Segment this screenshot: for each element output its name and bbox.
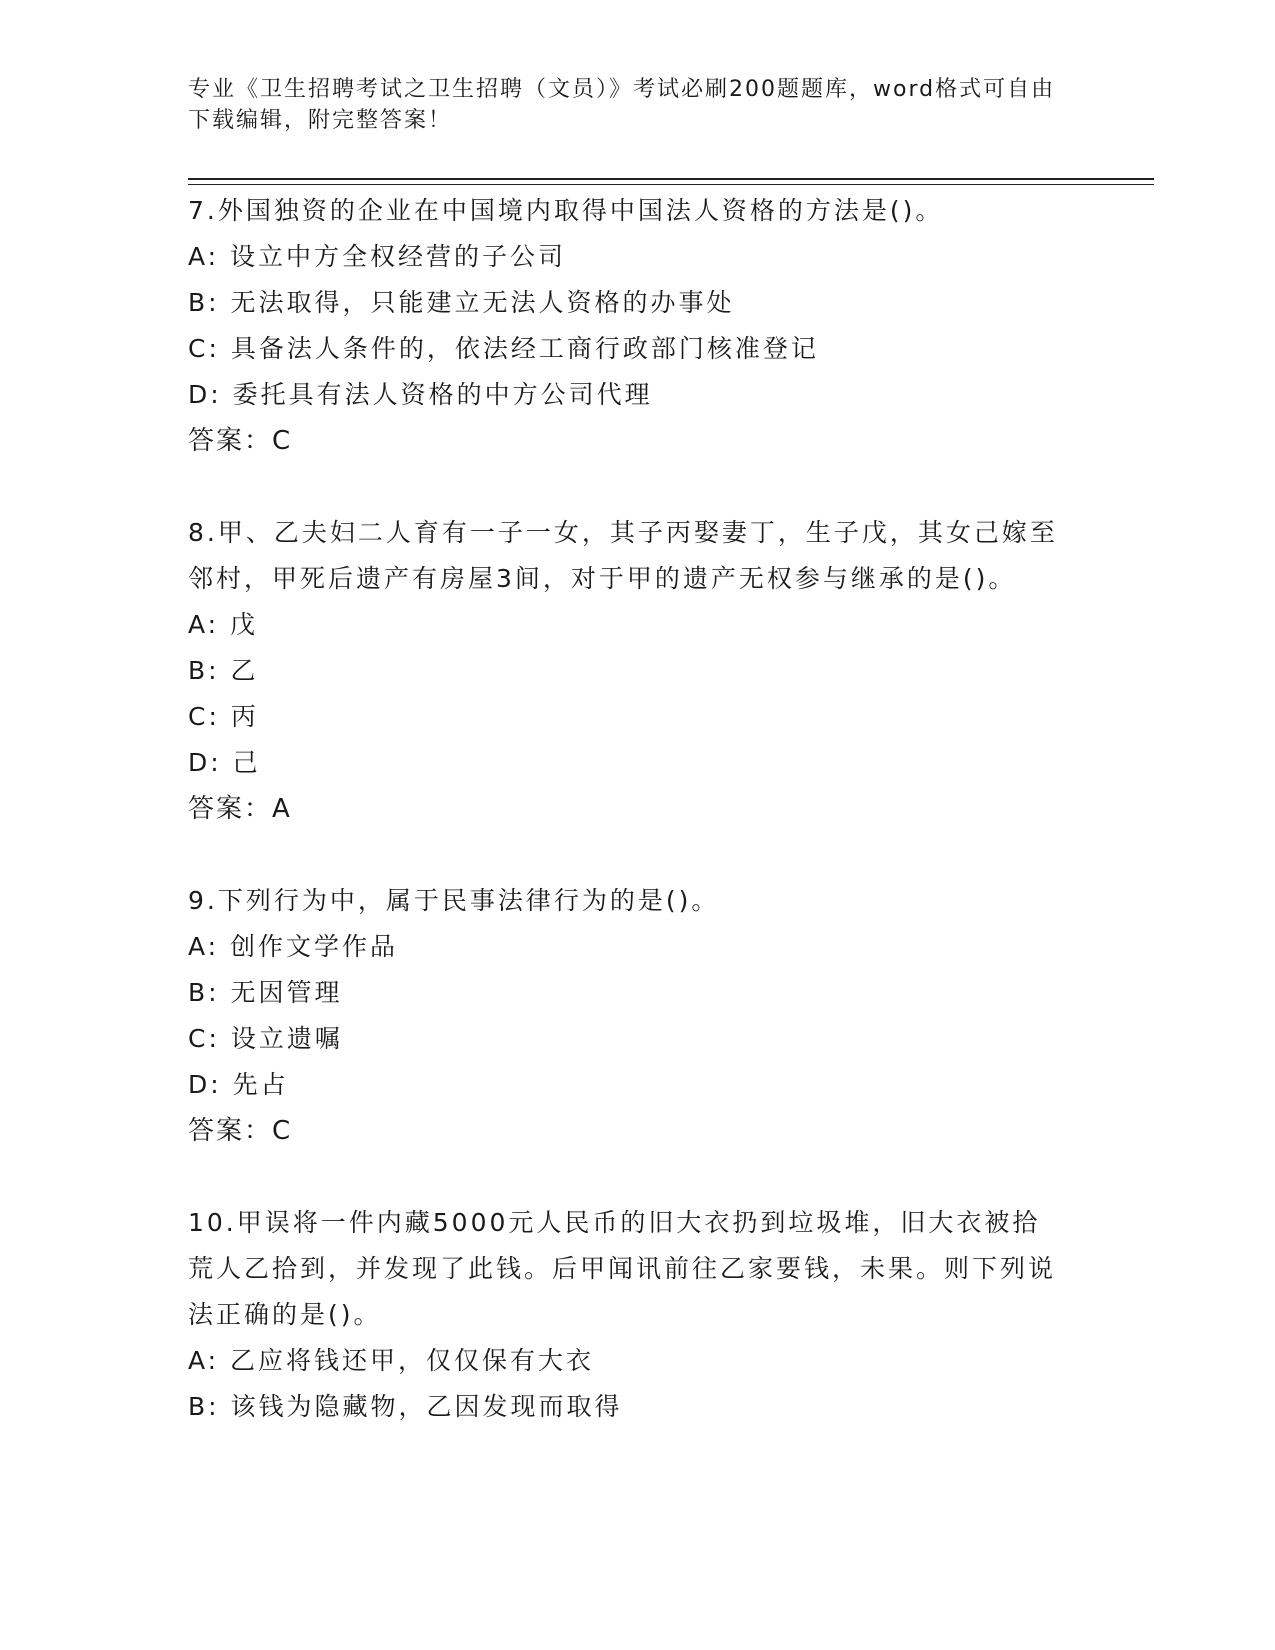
option-b: B: 无法取得，只能建立无法人资格的办事处 (188, 288, 735, 317)
option-d: D: 己 (188, 748, 261, 777)
option-b: B: 乙 (188, 656, 259, 685)
question-stem: 8.甲、乙夫妇二人育有一子一女，其子丙娶妻丁，生子戊，其女己嫁至邻村，甲死后遗产有房屋3间，对于甲的遗产无权参与继承的是()。 (188, 518, 1058, 593)
header-intro: 专业《卫生招聘考试之卫生招聘（文员）》考试必刷200题题库，word格式可自由下载编辑，附完整答案！ (188, 77, 1056, 133)
answer-line: 答案：C (188, 1116, 293, 1146)
question-10 (188, 1200, 1068, 1430)
question-spacer (188, 832, 1068, 878)
header-divider-thick (188, 178, 1154, 180)
option-d: D: 委托具有法人资格的中方公司代理 (188, 380, 653, 409)
option-b: B: 该钱为隐藏物，乙因发现而取得 (188, 1392, 623, 1421)
option-b: B: 无因管理 (188, 978, 343, 1007)
question-9 (188, 878, 1068, 1154)
option-a: A: 戊 (188, 610, 259, 639)
option-c: C: 丙 (188, 702, 259, 731)
option-c: C: 设立遗嘱 (188, 1024, 343, 1053)
question-stem: 10.甲误将一件内藏5000元人民币的旧大衣扔到垃圾堆，旧大衣被拾荒人乙拾到，并发现了此钱。后甲闻讯前往乙家要钱，未果。则下列说法正确的是()。 (188, 1208, 1057, 1329)
question-stem: 9.下列行为中，属于民事法律行为的是()。 (188, 886, 720, 915)
question-7 (188, 188, 1068, 464)
option-d: D: 先占 (188, 1070, 289, 1099)
question-spacer (188, 1154, 1068, 1200)
header-divider-thin (188, 184, 1154, 185)
option-c: C: 具备法人条件的，依法经工商行政部门核准登记 (188, 334, 819, 363)
option-a: A: 创作文学作品 (188, 932, 399, 961)
answer-line: 答案：C (188, 426, 293, 456)
question-stem: 7.外国独资的企业在中国境内取得中国法人资格的方法是()。 (188, 196, 944, 225)
answer-line: 答案：A (188, 794, 292, 824)
question-8 (188, 510, 1068, 832)
question-spacer (188, 464, 1068, 510)
question-list (188, 188, 1068, 1430)
option-a: A: 设立中方全权经营的子公司 (188, 242, 567, 271)
option-a: A: 乙应将钱还甲，仅仅保有大衣 (188, 1346, 595, 1375)
